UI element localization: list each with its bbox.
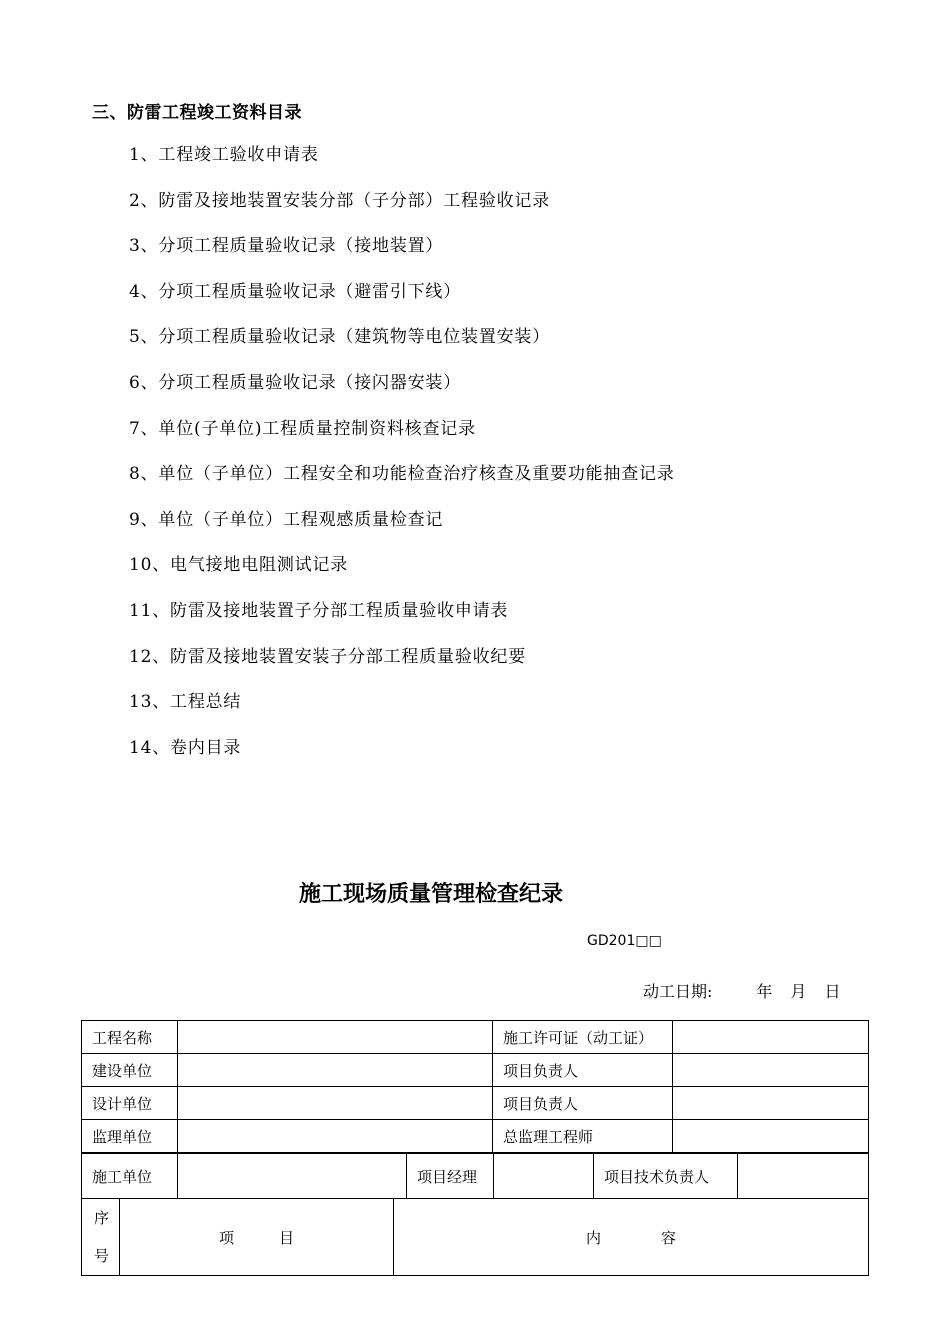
label-cell: 监理单位 [82, 1120, 178, 1153]
form-code: GD201□□ [587, 933, 662, 949]
owner-lead-field[interactable] [673, 1054, 869, 1087]
toc-item: 14、卷内目录 [129, 737, 242, 758]
label-cell: 施工单位 [82, 1154, 178, 1199]
toc-item: 7、单位(子单位)工程质量控制资料核查记录 [129, 418, 476, 439]
label-cell: 总监理工程师 [493, 1120, 673, 1153]
owner-unit-field[interactable] [178, 1054, 493, 1087]
table-row [82, 1154, 869, 1199]
label-cell: 设计单位 [82, 1087, 178, 1120]
label-cell: 项目负责人 [493, 1054, 673, 1087]
tech-lead-field[interactable] [738, 1154, 869, 1199]
info-table [81, 1020, 869, 1153]
toc-item: 1、工程竣工验收申请表 [129, 145, 319, 165]
label-cell: 工程名称 [82, 1021, 178, 1054]
month-label: 月 [790, 982, 807, 1001]
label-cell: 项目负责人 [493, 1087, 673, 1120]
toc-item: 11、防雷及接地装置子分部工程质量验收申请表 [129, 600, 509, 621]
start-date-label: 动工日期: [643, 982, 713, 1001]
toc-item: 2、防雷及接地装置安装分部（子分部）工程验收记录 [129, 190, 551, 211]
table-row [82, 1199, 869, 1276]
toc-list [129, 143, 675, 781]
item-header-table [81, 1198, 869, 1276]
project-manager-field[interactable] [494, 1154, 594, 1199]
seq-header: 序 号 [82, 1199, 120, 1276]
toc-item: 8、单位（子单位）工程安全和功能检查治疗核查及重要功能抽查记录 [129, 464, 675, 485]
toc-item: 6、分项工程质量验收记录（接闪器安装） [129, 372, 462, 393]
toc-item: 10、电气接地电阻测试记录 [129, 555, 349, 576]
project-name-field[interactable] [178, 1021, 493, 1054]
content-header: 内 容 [394, 1199, 869, 1276]
table-row [82, 1021, 869, 1054]
toc-item: 9、单位（子单位）工程观感质量检查记 [129, 509, 444, 530]
table-row [82, 1120, 869, 1153]
year-label: 年 [756, 982, 773, 1001]
item-header: 项 目 [120, 1199, 394, 1276]
form-title: 施工现场质量管理检查纪录 [298, 882, 563, 907]
toc-item: 13、工程总结 [129, 692, 242, 713]
toc-item: 4、分项工程质量验收记录（避雷引下线） [129, 281, 462, 302]
chief-engineer-field[interactable] [673, 1120, 869, 1153]
label-cell: 施工许可证（动工证） [493, 1021, 673, 1054]
start-date [643, 979, 840, 1002]
supervision-unit-field[interactable] [178, 1120, 493, 1153]
toc-item: 3、分项工程质量验收记录（接地装置） [129, 236, 444, 257]
label-cell: 项目经理 [407, 1154, 494, 1199]
table-row [82, 1054, 869, 1087]
permit-field[interactable] [673, 1021, 869, 1054]
table-row [82, 1087, 869, 1120]
toc-item: 5、分项工程质量验收记录（建筑物等电位装置安装） [129, 327, 551, 348]
design-unit-field[interactable] [178, 1087, 493, 1120]
section-heading: 三、防雷工程竣工资料目录 [92, 103, 302, 123]
label-cell: 项目技术负责人 [594, 1154, 738, 1199]
contractor-table [81, 1153, 869, 1199]
contractor-field[interactable] [178, 1154, 407, 1199]
label-cell: 建设单位 [82, 1054, 178, 1087]
design-lead-field[interactable] [673, 1087, 869, 1120]
toc-item: 12、防雷及接地装置安装子分部工程质量验收纪要 [129, 646, 527, 667]
day-label: 日 [824, 982, 841, 1001]
